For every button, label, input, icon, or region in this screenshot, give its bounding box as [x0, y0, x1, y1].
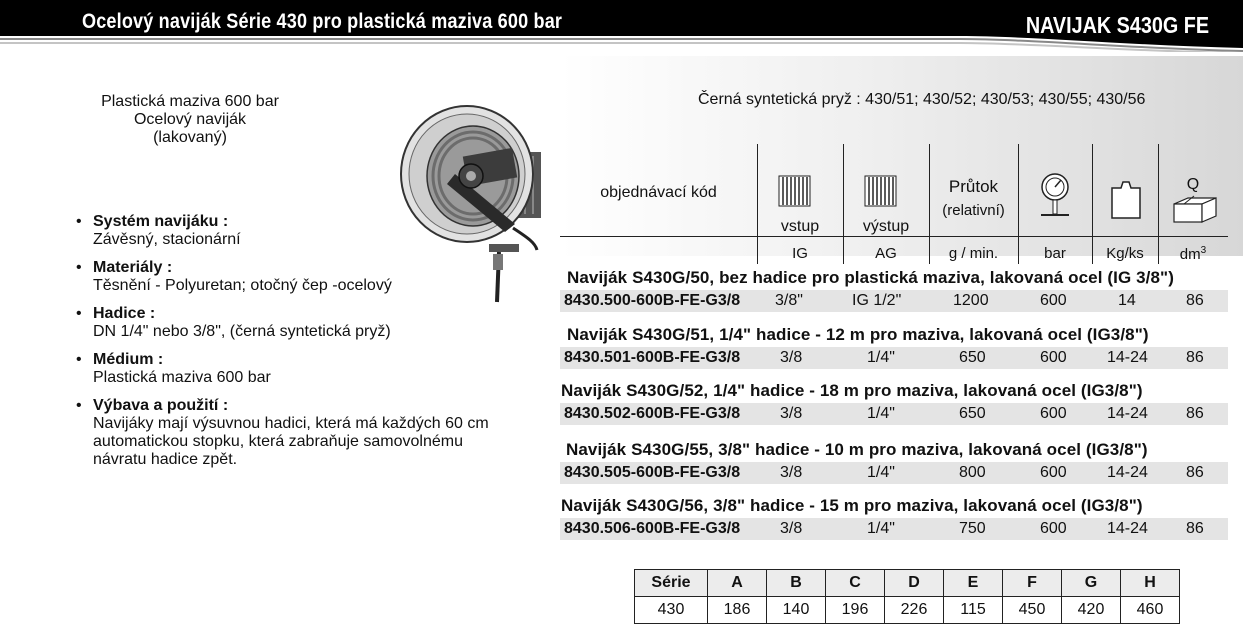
product-inlet: 3/8 — [780, 520, 803, 537]
product-volume: 86 — [1186, 292, 1204, 309]
feature-text: Navijáky mají výsuvnou hadici, která má každých 60 cm automatickou stopku, která zabraňuje samovolnému návratu hadice zpět. — [93, 415, 489, 468]
product-weight: 14-24 — [1107, 405, 1148, 422]
product-row — [560, 462, 1228, 484]
feature-item — [76, 259, 546, 295]
unit-weight: Kg/ks — [1106, 245, 1144, 262]
product-outlet: IG 1/2" — [852, 292, 902, 309]
product-flow: 750 — [959, 520, 986, 537]
unit-inlet: IG — [792, 245, 808, 262]
col-inlet: vstup — [780, 218, 820, 235]
feature-item — [76, 397, 546, 469]
box-volume-icon — [1172, 192, 1220, 224]
dim-value: 186 — [708, 597, 767, 624]
dim-value: 115 — [944, 597, 1003, 624]
pressure-gauge-icon — [1036, 172, 1074, 224]
product-code: 8430.502-600B-FE-G3/8 — [564, 405, 741, 422]
outlet-thread-icon — [864, 174, 898, 208]
product-flow: 650 — [959, 405, 986, 422]
feature-item — [76, 351, 546, 387]
col-order-code: objednávací kód — [600, 184, 717, 201]
volume-symbol: Q — [1186, 176, 1200, 193]
inlet-thread-icon — [778, 174, 812, 208]
dim-header: G — [1062, 570, 1121, 597]
product-title: Naviják S430G/55, 3/8" hadice - 10 m pro maziva, lakovaná ocel (IG3/8") — [566, 440, 1148, 459]
header-divider — [560, 236, 1228, 237]
feature-item — [76, 213, 546, 249]
intro-text — [70, 93, 310, 147]
product-outlet: 1/4" — [867, 349, 895, 366]
intro-line: Ocelový naviják — [133, 111, 247, 128]
product-weight: 14-24 — [1107, 349, 1148, 366]
feature-list — [76, 213, 546, 479]
product-title: Naviják S430G/56, 3/8" hadice - 15 m pro maziva, lakovaná ocel (IG3/8") — [561, 496, 1143, 515]
feature-label: Systém navijáku : — [93, 213, 229, 230]
weight-icon — [1109, 178, 1143, 220]
dim-header: E — [944, 570, 1003, 597]
product-weight: 14 — [1118, 292, 1136, 309]
feature-label: Médium : — [93, 351, 164, 368]
feature-text: DN 1/4" nebo 3/8", (černá syntetická pryž) — [93, 323, 391, 340]
dimensions-header-row — [635, 570, 1180, 597]
product-weight: 14-24 — [1107, 520, 1148, 537]
product-pressure: 600 — [1040, 292, 1067, 309]
product-code: 8430.505-600B-FE-G3/8 — [564, 464, 741, 481]
unit-flow: g / min. — [948, 245, 999, 262]
product-title: Naviják S430G/52, 1/4" hadice - 18 m pro maziva, lakovaná ocel (IG3/8") — [561, 381, 1143, 400]
dim-value: 196 — [826, 597, 885, 624]
dim-header: H — [1121, 570, 1180, 597]
product-flow: 800 — [959, 464, 986, 481]
product-title: Naviják S430G/50, bez hadice pro plastická maziva, lakovaná ocel (IG 3/8") — [567, 268, 1174, 287]
dimensions-table — [634, 569, 1180, 624]
product-outlet: 1/4" — [867, 464, 895, 481]
rubber-note: Černá syntetická pryž : 430/51; 430/52; 430/53; 430/55; 430/56 — [698, 91, 1146, 108]
unit-volume-exp: 3 — [1200, 245, 1207, 256]
dim-header: C — [826, 570, 885, 597]
feature-text: Plastická maziva 600 bar — [93, 369, 271, 386]
product-inlet: 3/8 — [780, 464, 803, 481]
dim-header: Série — [635, 570, 708, 597]
col-flow: Průtok — [948, 177, 999, 196]
product-outlet: 1/4" — [867, 405, 895, 422]
unit-volume — [1158, 245, 1228, 263]
product-volume: 86 — [1186, 405, 1204, 422]
product-pressure: 600 — [1040, 520, 1067, 537]
spec-table-header — [560, 144, 1228, 264]
col-outlet: výstup — [862, 218, 910, 235]
product-inlet: 3/8" — [775, 292, 803, 309]
product-code: 8430.506-600B-FE-G3/8 — [564, 520, 741, 537]
product-volume: 86 — [1186, 464, 1204, 481]
feature-text: Závěsný, stacionární — [93, 231, 241, 248]
feature-label: Hadice : — [93, 305, 156, 322]
unit-volume-text: dm — [1179, 246, 1201, 263]
page-title: Ocelový naviják Série 430 pro plastická maziva 600 bar — [82, 10, 563, 33]
col-flow-sub: (relativní) — [942, 202, 1005, 219]
bullet-icon: • — [76, 213, 82, 230]
product-row — [560, 518, 1228, 540]
product-code: 8430.500-600B-FE-G3/8 — [564, 292, 741, 309]
dim-value: 450 — [1003, 597, 1062, 624]
product-inlet: 3/8 — [780, 349, 803, 366]
product-title: Naviják S430G/51, 1/4" hadice - 12 m pro maziva, lakovaná ocel (IG3/8") — [567, 325, 1149, 344]
unit-pressure: bar — [1044, 245, 1066, 262]
product-volume: 86 — [1186, 520, 1204, 537]
intro-line: Plastická maziva 600 bar — [101, 93, 279, 110]
intro-line: (lakovaný) — [153, 129, 227, 146]
dim-value: 226 — [885, 597, 944, 624]
product-inlet: 3/8 — [780, 405, 803, 422]
unit-outlet: AG — [875, 245, 897, 262]
product-flow: 650 — [959, 349, 986, 366]
product-volume: 86 — [1186, 349, 1204, 366]
product-flow: 1200 — [953, 292, 989, 309]
product-row — [560, 347, 1228, 369]
dim-header: F — [1003, 570, 1062, 597]
bullet-icon: • — [76, 259, 82, 276]
product-code: 8430.501-600B-FE-G3/8 — [564, 349, 741, 366]
bullet-icon: • — [76, 305, 82, 322]
dim-header: D — [885, 570, 944, 597]
dim-header: B — [767, 570, 826, 597]
dim-value: 430 — [635, 597, 708, 624]
product-row — [560, 403, 1228, 425]
product-pressure: 600 — [1040, 405, 1067, 422]
product-code-title: NAVIJAK S430G FE — [1025, 12, 1209, 38]
product-row — [560, 290, 1228, 312]
feature-text: Těsnění - Polyuretan; otočný čep -ocelový — [93, 277, 392, 294]
product-weight: 14-24 — [1107, 464, 1148, 481]
product-pressure: 600 — [1040, 349, 1067, 366]
header-band — [0, 0, 1243, 52]
dim-value: 460 — [1121, 597, 1180, 624]
bullet-icon: • — [76, 351, 82, 368]
dim-header: A — [708, 570, 767, 597]
feature-item — [76, 305, 546, 341]
bullet-icon: • — [76, 397, 82, 414]
dim-value: 420 — [1062, 597, 1121, 624]
product-pressure: 600 — [1040, 464, 1067, 481]
feature-label: Výbava a použití : — [93, 397, 229, 414]
dimensions-value-row — [635, 597, 1180, 624]
feature-label: Materiály : — [93, 259, 173, 276]
product-outlet: 1/4" — [867, 520, 895, 537]
dim-value: 140 — [767, 597, 826, 624]
